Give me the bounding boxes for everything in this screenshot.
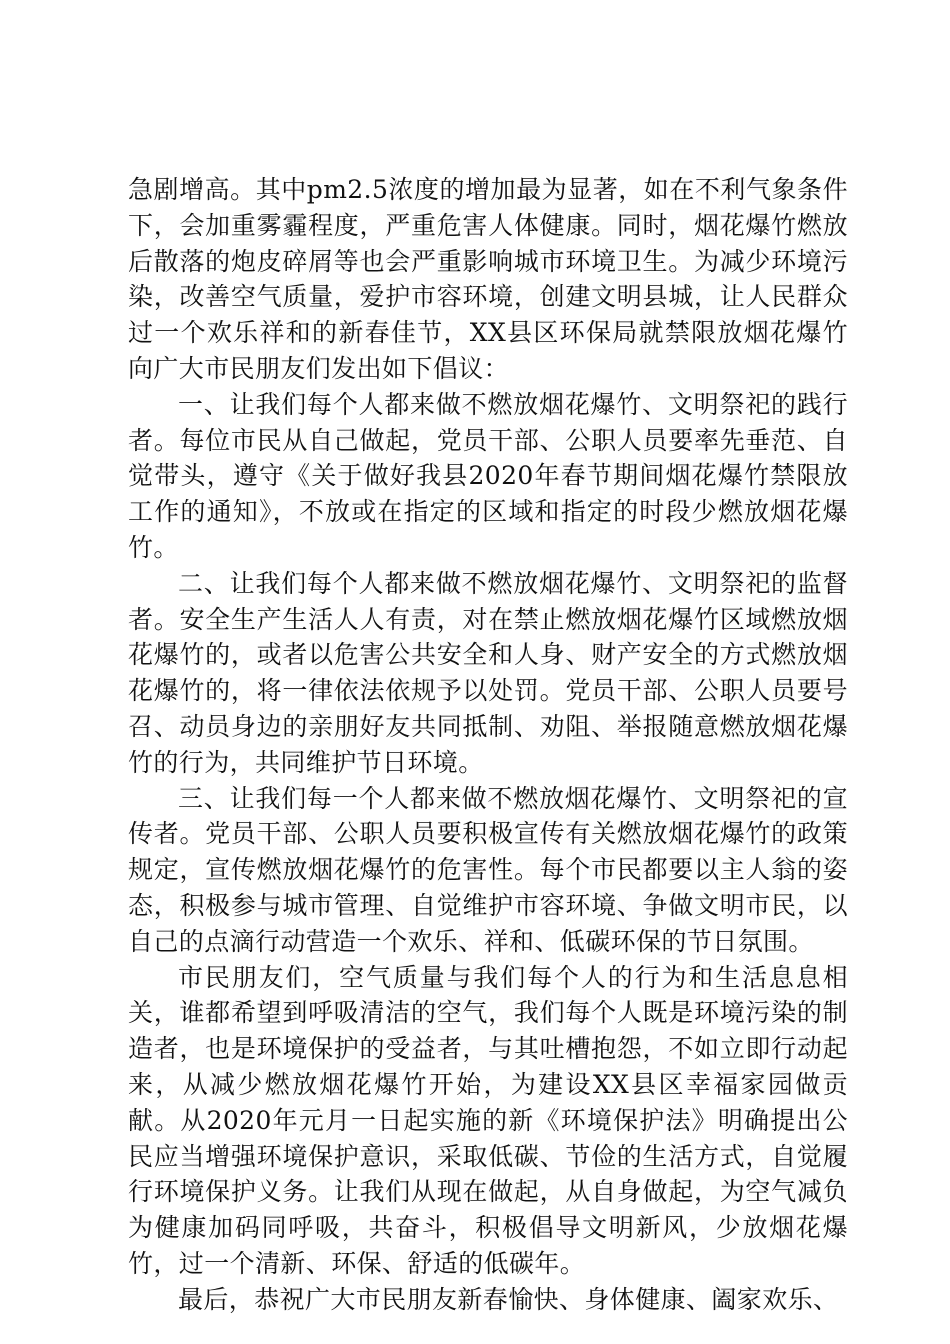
paragraph-closing: 最后，恭祝广大市民朋友新春愉快、身体健康、阖家欢乐、: [178, 1284, 839, 1314]
paragraph-initiative-2: 二、让我们每个人都来做不燃放烟花爆竹、文明祭祀的监督者。安全生产生活人人有责，对在禁止燃放烟花爆竹区域燃放烟花爆竹的，或者以危害公共安全和人身、财产安全的方式燃放烟花爆竹的，将一律依法依规予以处罚。党员干部、公职人员要号召、动员身边的亲朋好友共同抵制、劝阻、举报随意燃放烟花爆竹的行为，共同维护节日环境。: [128, 568, 848, 777]
paragraph-continued: 急剧增高。其中pm2.5浓度的增加最为显著，如在不利气象条件下，会加重雾霾程度，严重危害人体健康。同时，烟花爆竹燃放后散落的炮皮碎屑等也会严重影响城市环境卫生。为减少环境污染，改善空气质量，爱护市容环境，创建文明县城，让人民群众过一个欢乐祥和的新春佳节，XX县区环保局就禁限放烟花爆竹向广大市民朋友们发出如下倡议：: [128, 175, 848, 383]
paragraph-appeal: 市民朋友们，空气质量与我们每个人的行为和生活息息相关，谁都希望到呼吸清洁的空气，我们每个人既是环境污染的制造者，也是环境保护的受益者，与其吐槽抱怨，不如立即行动起来，从减少燃放烟花爆竹开始，为建设XX县区幸福家园做贡献。从2020年元月一日起实施的新《环境保护法》明确提出公民应当增强环境保护意识，采取低碳、节俭的生活方式，自觉履行环境保护义务。让我们从现在做起，从自身做起，为空气减负为健康加码同呼吸，共奋斗，积极倡导文明新风，少放烟花爆竹，过一个清新、环保、舒适的低碳年。: [128, 962, 848, 1278]
paragraph-initiative-1: 一、让我们每个人都来做不燃放烟花爆竹、文明祭祀的践行者。每位市民从自己做起，党员干部、公职人员要率先垂范、自觉带头，遵守《关于做好我县2020年春节期间烟花爆竹禁限放工作的通知》，不放或在指定的区域和指定的时段少燃放烟花爆竹。: [128, 389, 848, 562]
document-body: [128, 172, 848, 1318]
paragraph-initiative-3: 三、让我们每一个人都来做不燃放烟花爆竹、文明祭祀的宣传者。党员干部、公职人员要积极宣传有关燃放烟花爆竹的政策规定，宣传燃放烟花爆竹的危害性。每个市民都要以主人翁的姿态，积极参与城市管理、自觉维护市容环境、争做文明市民，以自己的点滴行动营造一个欢乐、祥和、低碳环保的节日氛围。: [128, 783, 848, 956]
